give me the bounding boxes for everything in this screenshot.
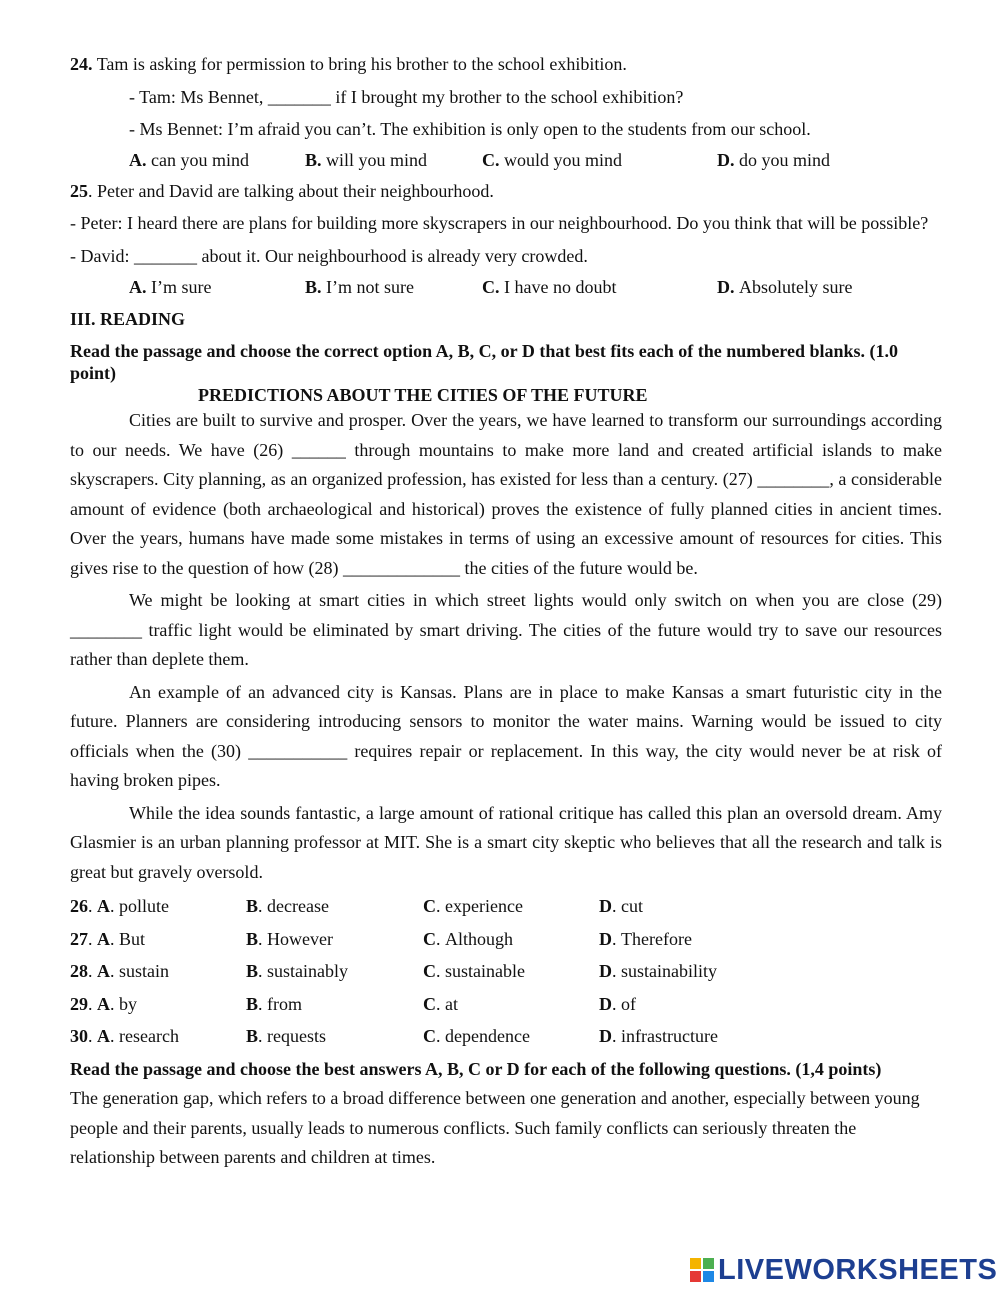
option-30-c[interactable]: C. dependence: [423, 1026, 530, 1047]
worksheet-page: [70, 50, 942, 1173]
question-25: 25. Peter and David are talking about their neighbourhood.: [70, 181, 494, 201]
answer-row-29: [70, 988, 942, 1021]
reading-instruction-2: Read the passage and choose the best answers A, B, C or D for each of the following questions. (1,4 points): [70, 1058, 882, 1079]
option-26-c[interactable]: C. experience: [423, 896, 523, 916]
logo-square-green: [703, 1258, 714, 1269]
section-heading: III. READING: [70, 309, 186, 329]
q25-option-d[interactable]: D. Absolutely sure: [717, 277, 853, 297]
q25-dialogue-2: - David: _______ about it. Our neighbourhood is already very crowded.: [70, 246, 588, 266]
answer-options: [70, 890, 942, 1053]
q24-option-b[interactable]: B. will you mind: [305, 150, 428, 170]
q25-option-b[interactable]: B. I’m not sure: [305, 277, 414, 297]
reading-instruction-1: Read the passage and choose the correct option A, B, C, or D that best fits each of the numbered blanks. (1.0 point): [70, 341, 898, 383]
option-27-b[interactable]: B. However: [246, 928, 333, 949]
option-27-a[interactable]: 27. A. But: [70, 928, 146, 949]
answer-row-30: [70, 1020, 942, 1053]
option-26-a[interactable]: 26. A. pollute: [70, 896, 169, 916]
passage-paragraph-4: While the idea sounds fantastic, a large amount of rational critique has called this plan an oversold dream. Amy Glasmier is an urban planning professor at MIT. She is a smart city skeptic who believes that all the research and talk is great but gravely oversold.: [70, 802, 942, 882]
q24-options: [70, 144, 942, 177]
q24-option-c[interactable]: C. would you mind: [482, 150, 623, 170]
logo-square-blue: [703, 1271, 714, 1282]
q24-option-a[interactable]: A. can you mind: [129, 150, 249, 170]
answer-row-28: [70, 955, 942, 988]
option-30-a[interactable]: 30. A. research: [70, 1026, 179, 1047]
q25-options: [70, 271, 942, 304]
q24-dialogue-2: - Ms Bennet: I’m afraid you can’t. The exhibition is only open to the students from our school.: [129, 119, 811, 139]
q25-option-a[interactable]: A. I’m sure: [129, 277, 212, 297]
q24-dialogue-1: - Tam: Ms Bennet, _______ if I brought my brother to the school exhibition?: [129, 87, 684, 107]
passage-title: PREDICTIONS ABOUT THE CITIES OF THE FUTURE: [198, 385, 648, 405]
option-28-d[interactable]: D. sustainability: [599, 961, 717, 982]
answer-row-27: [70, 923, 942, 956]
logo-squares-icon: [690, 1258, 714, 1282]
option-29-c[interactable]: C. at: [423, 993, 458, 1014]
passage-paragraph-2: We might be looking at smart cities in which street lights would only switch on when you are close (29) ________ traffic light would be eliminated by smart driving. The cities of the future would try to save our resources rather than deplete them.: [70, 590, 942, 669]
logo-text: LIVEWORKSHEETS: [718, 1253, 998, 1286]
option-29-d[interactable]: D. of: [599, 993, 636, 1014]
q25-dialogue-1: - Peter: I heard there are plans for building more skyscrapers in our neighbourhood. Do you think that will be possible?: [70, 213, 929, 233]
option-30-d[interactable]: D. infrastructure: [599, 1026, 718, 1047]
option-27-d[interactable]: D. Therefore: [599, 928, 692, 949]
logo-square-red: [690, 1271, 701, 1282]
question-24: 24. Tam is asking for permission to bring his brother to the school exhibition.: [70, 54, 627, 74]
option-30-b[interactable]: B. requests: [246, 1026, 326, 1047]
logo-square-yellow: [690, 1258, 701, 1269]
option-28-a[interactable]: 28. A. sustain: [70, 961, 170, 982]
option-29-a[interactable]: 29. A. by: [70, 993, 137, 1014]
liveworksheets-logo: [690, 1252, 997, 1288]
option-26-b[interactable]: B. decrease: [246, 896, 329, 916]
passage-paragraph-1: Cities are built to survive and prosper. Over the years, we have learned to transform our surroundings according to our needs. We have (26) ______ through mountains to make more land and created artificial islands to make skyscrapers. City planning, as an organized profession, has existed for less than a century. (27) ________, a considerable amount of evidence (both archaeological and historical) proves the existence of fully planned cities in ancient times. Over the years, humans have made some mistakes in terms of using an excessive amount of resources for cities. This gives rise to the question of how (28) _____________ the cities of the future would be.: [70, 410, 942, 578]
passage-paragraph-3: An example of an advanced city is Kansas. Plans are in place to make Kansas a smart futuristic city in the future. Planners are considering introducing sensors to monitor the water mains. Warning would be issued to city officials when the (30) ___________ requires repair or replacement. In this way, the city would never be at risk of having broken pipes.: [70, 681, 942, 790]
option-29-b[interactable]: B. from: [246, 993, 303, 1014]
q25-option-c[interactable]: C. I have no doubt: [482, 277, 617, 297]
option-28-b[interactable]: B. sustainably: [246, 961, 349, 982]
option-28-c[interactable]: C. sustainable: [423, 961, 525, 982]
passage-2-paragraph: The generation gap, which refers to a broad difference between one generation and another, especially between young people and their parents, usually leads to numerous conflicts. Such family conflicts can seriously threaten the relationship between parents and children at times.: [70, 1088, 920, 1168]
option-26-d[interactable]: D. cut: [599, 896, 643, 916]
option-27-c[interactable]: C. Although: [423, 928, 514, 949]
q24-option-d[interactable]: D. do you mind: [717, 150, 831, 170]
answer-row-26: [70, 890, 942, 923]
